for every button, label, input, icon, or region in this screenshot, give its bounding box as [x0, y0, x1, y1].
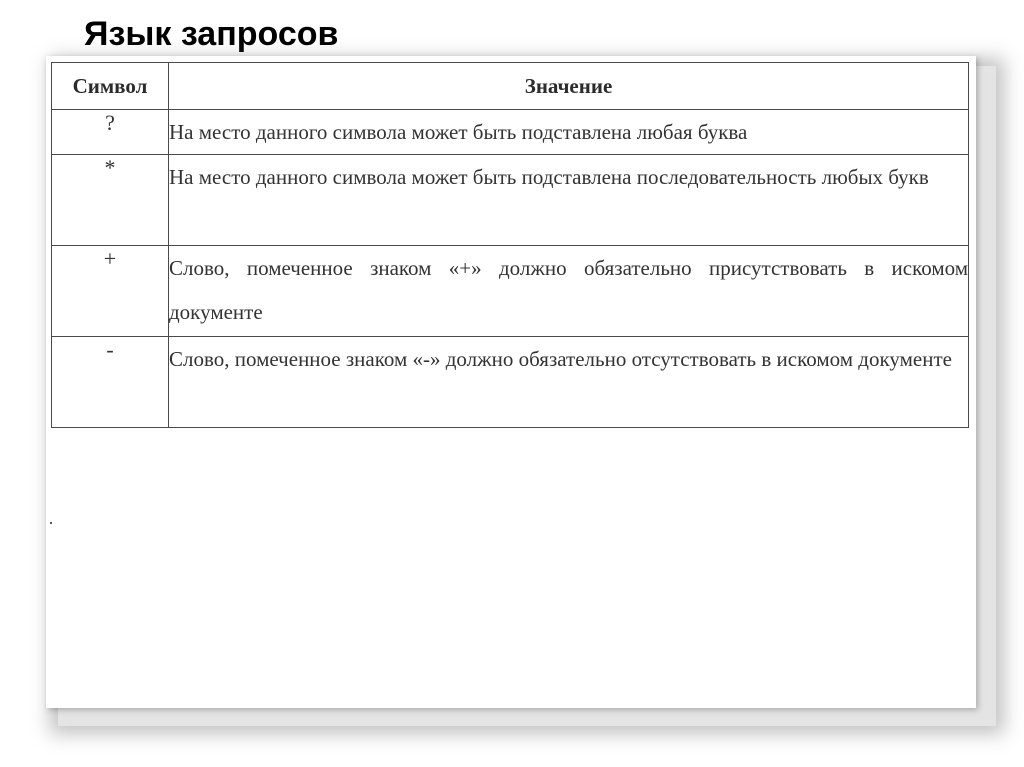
meaning-cell: На место данного символа может быть подставлена последовательность любых букв: [169, 155, 969, 246]
scan-artifact-dot: [50, 522, 52, 524]
meaning-cell: Слово, помеченное знаком «+» должно обязательно присутствовать в искомом документе: [169, 246, 969, 337]
symbol-cell: ?: [52, 110, 169, 155]
header-symbol: Символ: [52, 63, 169, 110]
table-row: [52, 246, 969, 337]
meaning-cell: Слово, помеченное знаком «-» должно обязательно отсутствовать в искомом документе: [169, 337, 969, 428]
table-row: [52, 337, 969, 428]
document-image: [46, 56, 976, 708]
symbol-cell: *: [52, 155, 169, 246]
meaning-cell: На место данного символа может быть подставлена любая буква: [169, 110, 969, 155]
query-language-table: [51, 62, 969, 428]
table-row: [52, 110, 969, 155]
slide-title: Язык запросов: [84, 15, 339, 53]
header-meaning: Значение: [169, 63, 969, 110]
symbol-cell: -: [52, 337, 169, 428]
symbol-cell: +: [52, 246, 169, 337]
table-row: [52, 155, 969, 246]
table-header-row: [52, 63, 969, 110]
